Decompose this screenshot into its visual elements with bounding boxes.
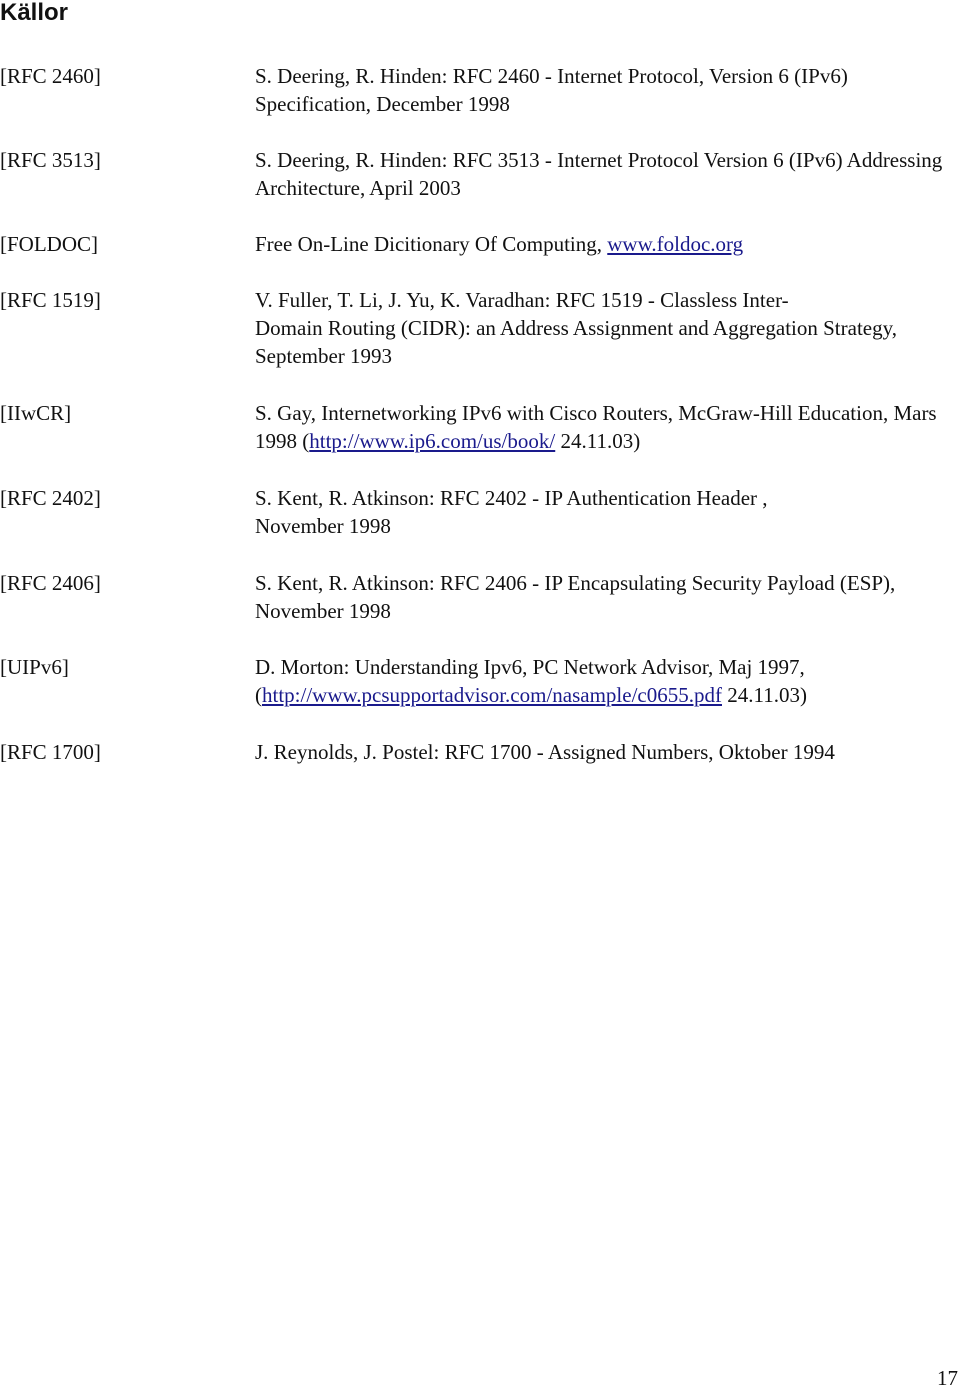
reference-key: [RFC 1519] (0, 288, 101, 312)
reference-text-before-link: Free On-Line Dicitionary Of Computing, (255, 232, 608, 256)
reference-rfc-1700 (0, 738, 958, 766)
reference-rfc-2402 (0, 484, 958, 569)
reference-iiwcr (0, 399, 958, 484)
page-title: Källor (0, 0, 69, 26)
reference-key: [RFC 2402] (0, 486, 101, 510)
reference-list (0, 62, 958, 766)
reference-key: [RFC 2460] (0, 64, 101, 88)
reference-text-after-link: 24.11.03) (555, 429, 641, 453)
page-number: 17 (937, 1366, 958, 1390)
reference-key: [RFC 1700] (0, 740, 101, 764)
reference-text (255, 653, 958, 709)
reference-rfc-2406 (0, 569, 958, 653)
reference-key: [UIPv6] (0, 655, 69, 679)
reference-key: [IIwCR] (0, 401, 72, 425)
reference-text-after-link: 24.11.03) (721, 683, 807, 707)
reference-rfc-2460 (0, 62, 958, 146)
reference-text: J. Reynolds, J. Postel: RFC 1700 - Assigned Numbers, Oktober 1994 (255, 740, 835, 764)
reference-key: [FOLDOC] (0, 232, 98, 256)
reference-rfc-3513 (0, 146, 958, 230)
reference-text (255, 230, 958, 258)
reference-text-before-link: D. Morton: Understanding Ipv6, PC Network Advisor, Maj 1997, ( (255, 655, 805, 707)
reference-text-before-link: S. Gay, Internetworking IPv6 with Cisco Routers, McGraw-Hill Education, Mars 1998 ( (255, 401, 937, 453)
pcsupportadvisor-link[interactable]: http://www.pcsupportadvisor.com/nasample/c0655.pdf (262, 683, 722, 707)
reference-key: [RFC 3513] (0, 148, 101, 172)
reference-foldoc (0, 230, 958, 286)
foldoc-link[interactable]: www.foldoc.org (607, 232, 744, 256)
reference-text: S. Kent, R. Atkinson: RFC 2406 - IP Encapsulating Security Payload (ESP), November 1998 (255, 571, 896, 623)
reference-text: S. Deering, R. Hinden: RFC 2460 - Internet Protocol, Version 6 (IPv6) Specification, December 1998 (255, 64, 848, 116)
reference-uipv6 (0, 653, 958, 738)
reference-text: S. Kent, R. Atkinson: RFC 2402 - IP Authentication Header , November 1998 (255, 486, 768, 538)
reference-text: S. Deering, R. Hinden: RFC 3513 - Internet Protocol Version 6 (IPv6) Addressing Architecture, April 2003 (255, 148, 943, 200)
ip6-book-link[interactable]: http://www.ip6.com/us/book/ (309, 429, 556, 453)
reference-text (255, 399, 958, 455)
reference-rfc-1519 (0, 286, 958, 399)
reference-text: V. Fuller, T. Li, J. Yu, K. Varadhan: RFC 1519 - Classless Inter- Domain Routing (CIDR): an Address Assignment and Aggregation Strategy, September 1993 (255, 288, 897, 368)
reference-key: [RFC 2406] (0, 571, 101, 595)
